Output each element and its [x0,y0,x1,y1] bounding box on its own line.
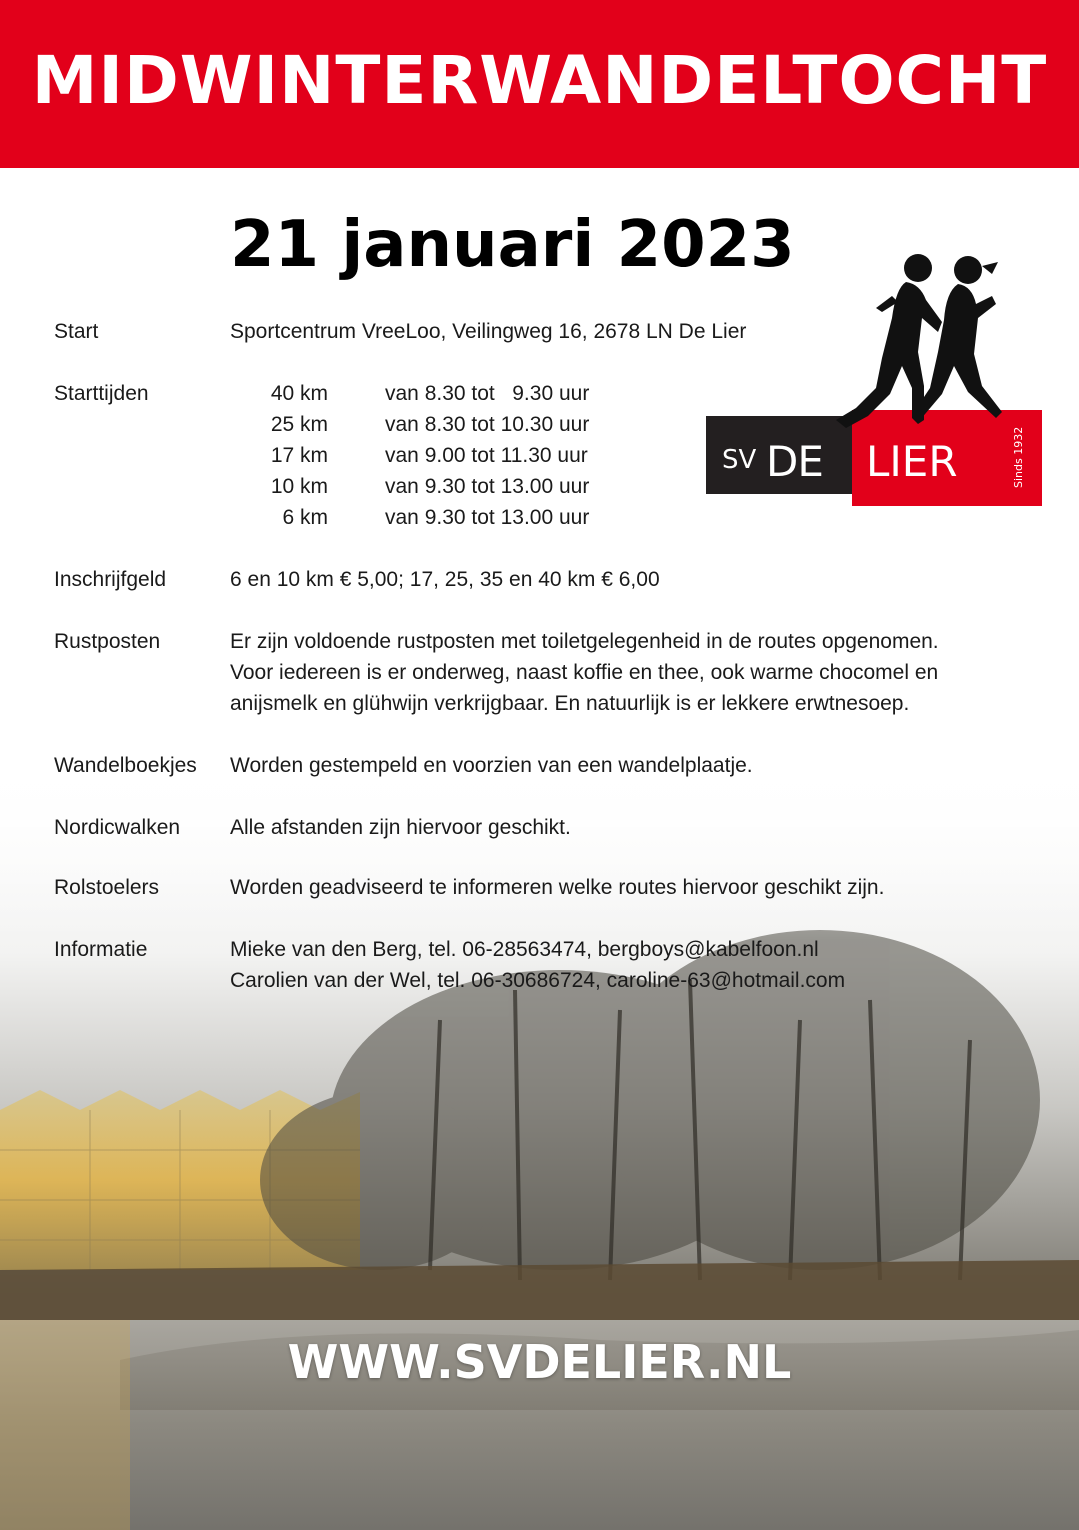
distance: 10 km [270,475,328,498]
time-range: van 9.00 tot 11.30 uur [385,444,588,467]
title-banner [0,0,1079,168]
starttime-item [230,471,650,502]
time-range: van 8.30 tot 9.30 uur [385,382,590,405]
rest-text [230,626,939,719]
starttime-item [230,440,650,471]
distance: 25 km [270,413,328,436]
info-label: Informatie [54,938,148,961]
logo-text-sv: SV [722,445,757,475]
rest-line: Er zijn voldoende rustposten met toiletgelegenheid in de routes opgenomen. [230,630,939,653]
starttimes-list [230,378,650,533]
time-range: van 9.30 tot 13.00 uur [385,475,590,498]
rest-label: Rustposten [54,630,161,653]
time-range: van 8.30 tot 10.30 uur [385,413,590,436]
distance: 6 km [282,506,328,529]
start-location: Sportcentrum VreeLoo, Veilingweg 16, 2678 LN De Lier [230,320,747,343]
booklets-value: Worden gestempeld en voorzien van een wandelplaatje. [230,754,753,777]
logo-text-lier: LIER [866,437,958,486]
event-title: MIDWINTERWANDELTOCHT [31,41,1048,119]
logo-text-de: DE [766,437,823,486]
distance: 17 km [270,444,328,467]
fee-value: 6 en 10 km € 5,00; 17, 25, 35 en 40 km € 6,00 [230,568,660,591]
event-date: 21 januari 2023 [230,208,795,282]
contact-line: Carolien van der Wel, tel. 06-30686724, caroline-63@hotmail.com [230,969,846,992]
start-label: Start [54,320,99,343]
booklets-label: Wandelboekjes [54,754,197,777]
time-range: van 9.30 tot 13.00 uur [385,506,590,529]
contact-line: Mieke van den Berg, tel. 06-28563474, bergboys@kabelfoon.nl [230,938,819,961]
sv-de-lier-logo [706,248,1046,510]
rest-line: anijsmelk en glühwijn verkrijgbaar. En natuurlijk is er lekkere erwtnesoep. [230,692,910,715]
starttimes-label: Starttijden [54,382,149,405]
logo-since-text: Sinds 1932 [1012,426,1025,488]
starttime-item [230,502,650,533]
wheelchair-value: Worden geadviseerd te informeren welke routes hiervoor geschikt zijn. [230,876,885,899]
starttime-item [230,409,650,440]
nordic-value: Alle afstanden zijn hiervoor geschikt. [230,816,571,839]
info-contacts [230,934,845,996]
rest-line: Voor iedereen is er onderweg, naast koffie en thee, ook warme chocomel en [230,661,939,684]
website-url: WWW.SVDELIER.NL [287,1335,792,1389]
distance: 40 km [270,382,328,405]
wheelchair-label: Rolstoelers [54,876,160,899]
fee-label: Inschrijfgeld [54,568,167,591]
nordic-label: Nordicwalken [54,816,181,839]
starttime-item [230,378,650,409]
